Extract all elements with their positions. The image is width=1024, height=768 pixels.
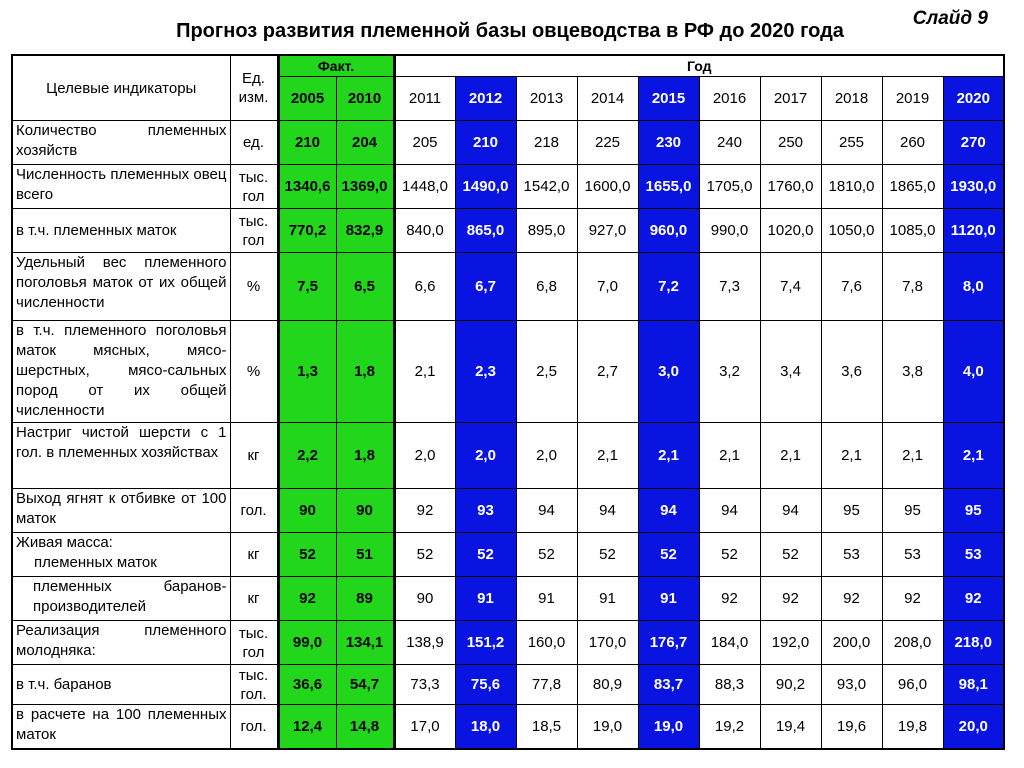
- indicator-label: [12, 253, 230, 321]
- value-cell-2020: 2,1: [943, 423, 1004, 489]
- value-cell-2016: 7,3: [699, 253, 760, 321]
- value-cell-2017: 250: [760, 121, 821, 165]
- indicator-label: [12, 321, 230, 423]
- value-cell-2011: 6,6: [394, 253, 455, 321]
- value-cell-2011: 73,3: [394, 665, 455, 705]
- value-cell-2010: 1,8: [336, 321, 394, 423]
- unit-cell: тыс. гол: [230, 209, 278, 253]
- unit-cell: кг: [230, 533, 278, 577]
- value-cell-2020: 4,0: [943, 321, 1004, 423]
- indicator-text: Реализация племенного молодняка:: [16, 622, 227, 659]
- value-cell-2019: 53: [882, 533, 943, 577]
- indicator-text: Удельный вес племенного поголовья маток от их общей численности: [16, 254, 227, 311]
- indicator-label: [12, 577, 230, 621]
- slide-number: Слайд 9: [912, 8, 988, 29]
- value-cell-2014: 225: [577, 121, 638, 165]
- value-cell-2011: 52: [394, 533, 455, 577]
- value-cell-2013: 77,8: [516, 665, 577, 705]
- value-cell-2014: 1600,0: [577, 165, 638, 209]
- value-cell-2011: 17,0: [394, 705, 455, 749]
- value-cell-2016: 184,0: [699, 621, 760, 665]
- header-fact: Факт.: [278, 55, 394, 77]
- value-cell-2019: 95: [882, 489, 943, 533]
- value-cell-2016: 240: [699, 121, 760, 165]
- value-cell-2016: 92: [699, 577, 760, 621]
- value-cell-2017: 2,1: [760, 423, 821, 489]
- value-cell-2018: 93,0: [821, 665, 882, 705]
- value-cell-2010: 14,8: [336, 705, 394, 749]
- value-cell-2020: 270: [943, 121, 1004, 165]
- value-cell-2015: 52: [638, 533, 699, 577]
- value-cell-2019: 208,0: [882, 621, 943, 665]
- unit-cell: ед.: [230, 121, 278, 165]
- value-cell-2013: 2,0: [516, 423, 577, 489]
- value-cell-2020: 20,0: [943, 705, 1004, 749]
- value-cell-2005: 90: [278, 489, 336, 533]
- value-cell-2012: 91: [455, 577, 516, 621]
- value-cell-2011: 840,0: [394, 209, 455, 253]
- value-cell-2020: 218,0: [943, 621, 1004, 665]
- value-cell-2016: 94: [699, 489, 760, 533]
- table-row: [12, 533, 1004, 577]
- table-row: [12, 665, 1004, 705]
- value-cell-2018: 53: [821, 533, 882, 577]
- value-cell-2016: 52: [699, 533, 760, 577]
- value-cell-2017: 52: [760, 533, 821, 577]
- page-title: [0, 20, 1024, 43]
- value-cell-2018: 3,6: [821, 321, 882, 423]
- header-year-2013: 2013: [516, 77, 577, 121]
- value-cell-2019: 260: [882, 121, 943, 165]
- value-cell-2017: 92: [760, 577, 821, 621]
- value-cell-2020: 1120,0: [943, 209, 1004, 253]
- value-cell-2012: 865,0: [455, 209, 516, 253]
- header-year-2014: 2014: [577, 77, 638, 121]
- indicator-text: в расчете на 100 племенных маток: [16, 706, 227, 743]
- value-cell-2015: 960,0: [638, 209, 699, 253]
- value-cell-2018: 200,0: [821, 621, 882, 665]
- value-cell-2018: 19,6: [821, 705, 882, 749]
- header-year-2016: 2016: [699, 77, 760, 121]
- value-cell-2020: 95: [943, 489, 1004, 533]
- value-cell-2014: 80,9: [577, 665, 638, 705]
- header-year-2019: 2019: [882, 77, 943, 121]
- value-cell-2018: 95: [821, 489, 882, 533]
- value-cell-2012: 2,3: [455, 321, 516, 423]
- value-cell-2019: 19,8: [882, 705, 943, 749]
- header-year-2017: 2017: [760, 77, 821, 121]
- value-cell-2013: 18,5: [516, 705, 577, 749]
- value-cell-2020: 92: [943, 577, 1004, 621]
- value-cell-2012: 6,7: [455, 253, 516, 321]
- value-cell-2020: 1930,0: [943, 165, 1004, 209]
- value-cell-2015: 83,7: [638, 665, 699, 705]
- value-cell-2010: 1369,0: [336, 165, 394, 209]
- table-row: [12, 577, 1004, 621]
- value-cell-2014: 19,0: [577, 705, 638, 749]
- indicator-label: [12, 423, 230, 489]
- indicator-text: в т.ч. племенного поголовья маток мясных, мясо-шерстных, мясо-сальных пород от их общей численности: [16, 322, 227, 419]
- value-cell-2018: 255: [821, 121, 882, 165]
- value-cell-2015: 230: [638, 121, 699, 165]
- value-cell-2011: 1448,0: [394, 165, 455, 209]
- value-cell-2018: 1810,0: [821, 165, 882, 209]
- value-cell-2020: 98,1: [943, 665, 1004, 705]
- value-cell-2016: 88,3: [699, 665, 760, 705]
- value-cell-2015: 7,2: [638, 253, 699, 321]
- value-cell-2017: 19,4: [760, 705, 821, 749]
- value-cell-2014: 94: [577, 489, 638, 533]
- unit-cell: %: [230, 321, 278, 423]
- value-cell-2013: 6,8: [516, 253, 577, 321]
- value-cell-2014: 91: [577, 577, 638, 621]
- value-cell-2013: 895,0: [516, 209, 577, 253]
- value-cell-2015: 3,0: [638, 321, 699, 423]
- value-cell-2017: 7,4: [760, 253, 821, 321]
- indicator-text: Выход ягнят к отбивке от 100 маток: [16, 490, 227, 527]
- value-cell-2005: 1340,6: [278, 165, 336, 209]
- value-cell-2020: 53: [943, 533, 1004, 577]
- table-row: [12, 121, 1004, 165]
- value-cell-2010: 89: [336, 577, 394, 621]
- indicators-table: [11, 54, 1005, 750]
- value-cell-2012: 1490,0: [455, 165, 516, 209]
- value-cell-2012: 93: [455, 489, 516, 533]
- indicator-text: в т.ч. племенных маток: [16, 221, 177, 239]
- value-cell-2015: 19,0: [638, 705, 699, 749]
- value-cell-2014: 2,1: [577, 423, 638, 489]
- unit-cell: %: [230, 253, 278, 321]
- value-cell-2005: 36,6: [278, 665, 336, 705]
- indicator-text: Количество племенных хозяйств: [16, 122, 227, 159]
- value-cell-2014: 52: [577, 533, 638, 577]
- value-cell-2010: 134,1: [336, 621, 394, 665]
- value-cell-2016: 19,2: [699, 705, 760, 749]
- value-cell-2018: 2,1: [821, 423, 882, 489]
- value-cell-2014: 170,0: [577, 621, 638, 665]
- value-cell-2019: 92: [882, 577, 943, 621]
- value-cell-2019: 1865,0: [882, 165, 943, 209]
- value-cell-2012: 75,6: [455, 665, 516, 705]
- header-year-2010: 2010: [336, 77, 394, 121]
- header-year-2012: 2012: [455, 77, 516, 121]
- value-cell-2016: 1705,0: [699, 165, 760, 209]
- value-cell-2013: 160,0: [516, 621, 577, 665]
- value-cell-2016: 3,2: [699, 321, 760, 423]
- header-year-2018: 2018: [821, 77, 882, 121]
- value-cell-2012: 18,0: [455, 705, 516, 749]
- value-cell-2016: 990,0: [699, 209, 760, 253]
- value-cell-2013: 218: [516, 121, 577, 165]
- value-cell-2013: 2,5: [516, 321, 577, 423]
- value-cell-2013: 91: [516, 577, 577, 621]
- indicator-subtext: племенных маток: [34, 554, 157, 571]
- value-cell-2017: 1760,0: [760, 165, 821, 209]
- value-cell-2010: 51: [336, 533, 394, 577]
- value-cell-2017: 90,2: [760, 665, 821, 705]
- table-row: [12, 489, 1004, 533]
- value-cell-2005: 92: [278, 577, 336, 621]
- value-cell-2018: 7,6: [821, 253, 882, 321]
- value-cell-2011: 138,9: [394, 621, 455, 665]
- unit-cell: кг: [230, 423, 278, 489]
- header-unit: Ед. изм.: [230, 55, 278, 121]
- value-cell-2010: 1,8: [336, 423, 394, 489]
- value-cell-2017: 1020,0: [760, 209, 821, 253]
- indicator-label: [12, 665, 230, 705]
- table-row: [12, 423, 1004, 489]
- value-cell-2020: 8,0: [943, 253, 1004, 321]
- indicator-label: [12, 705, 230, 749]
- table-row: [12, 209, 1004, 253]
- value-cell-2015: 2,1: [638, 423, 699, 489]
- value-cell-2014: 7,0: [577, 253, 638, 321]
- table-row: [12, 621, 1004, 665]
- value-cell-2013: 94: [516, 489, 577, 533]
- unit-cell: тыс. гол: [230, 621, 278, 665]
- unit-cell: гол.: [230, 489, 278, 533]
- value-cell-2015: 1655,0: [638, 165, 699, 209]
- value-cell-2011: 2,1: [394, 321, 455, 423]
- header-year-2015: 2015: [638, 77, 699, 121]
- value-cell-2005: 99,0: [278, 621, 336, 665]
- value-cell-2005: 210: [278, 121, 336, 165]
- value-cell-2012: 151,2: [455, 621, 516, 665]
- value-cell-2012: 2,0: [455, 423, 516, 489]
- header-year-2005: 2005: [278, 77, 336, 121]
- value-cell-2019: 7,8: [882, 253, 943, 321]
- value-cell-2016: 2,1: [699, 423, 760, 489]
- table-row: [12, 165, 1004, 209]
- indicator-text: в т.ч. баранов: [16, 675, 112, 693]
- header-indicators: Целевые индикаторы: [12, 55, 230, 121]
- value-cell-2017: 94: [760, 489, 821, 533]
- indicator-label: [12, 621, 230, 665]
- table-row: [12, 321, 1004, 423]
- value-cell-2010: 204: [336, 121, 394, 165]
- unit-cell: кг: [230, 577, 278, 621]
- unit-cell: гол.: [230, 705, 278, 749]
- unit-cell: тыс. гол: [230, 165, 278, 209]
- value-cell-2012: 52: [455, 533, 516, 577]
- indicator-text: племенных баранов-производителей: [33, 578, 227, 615]
- value-cell-2005: 1,3: [278, 321, 336, 423]
- page-title-text: Прогноз развития племенной базы овцеводства в РФ до 2020 года: [176, 20, 844, 42]
- value-cell-2017: 3,4: [760, 321, 821, 423]
- indicator-label: [12, 489, 230, 533]
- value-cell-2005: 7,5: [278, 253, 336, 321]
- value-cell-2010: 90: [336, 489, 394, 533]
- indicator-text: Живая масса:: [16, 534, 113, 551]
- value-cell-2019: 3,8: [882, 321, 943, 423]
- value-cell-2014: 927,0: [577, 209, 638, 253]
- value-cell-2005: 52: [278, 533, 336, 577]
- value-cell-2018: 92: [821, 577, 882, 621]
- value-cell-2015: 176,7: [638, 621, 699, 665]
- value-cell-2010: 832,9: [336, 209, 394, 253]
- value-cell-2011: 92: [394, 489, 455, 533]
- value-cell-2005: 770,2: [278, 209, 336, 253]
- value-cell-2019: 1085,0: [882, 209, 943, 253]
- value-cell-2018: 1050,0: [821, 209, 882, 253]
- value-cell-2019: 96,0: [882, 665, 943, 705]
- value-cell-2014: 2,7: [577, 321, 638, 423]
- table-row: [12, 253, 1004, 321]
- value-cell-2010: 54,7: [336, 665, 394, 705]
- value-cell-2011: 2,0: [394, 423, 455, 489]
- indicator-label: [12, 209, 230, 253]
- value-cell-2011: 90: [394, 577, 455, 621]
- indicator-label: [12, 121, 230, 165]
- indicator-label: [12, 165, 230, 209]
- value-cell-2015: 94: [638, 489, 699, 533]
- indicator-text: Настриг чистой шерсти с 1 гол. в племенных хозяйствах: [16, 424, 227, 461]
- header-year-2020: 2020: [943, 77, 1004, 121]
- value-cell-2019: 2,1: [882, 423, 943, 489]
- value-cell-2005: 12,4: [278, 705, 336, 749]
- unit-cell: тыс. гол.: [230, 665, 278, 705]
- value-cell-2012: 210: [455, 121, 516, 165]
- value-cell-2017: 192,0: [760, 621, 821, 665]
- value-cell-2005: 2,2: [278, 423, 336, 489]
- header-year: Год: [394, 55, 1004, 77]
- indicator-text: Численность племенных овец всего: [16, 166, 227, 203]
- value-cell-2011: 205: [394, 121, 455, 165]
- table-row: [12, 705, 1004, 749]
- indicator-label: [12, 533, 230, 577]
- value-cell-2010: 6,5: [336, 253, 394, 321]
- header-year-2011: 2011: [394, 77, 455, 121]
- value-cell-2013: 52: [516, 533, 577, 577]
- value-cell-2015: 91: [638, 577, 699, 621]
- value-cell-2013: 1542,0: [516, 165, 577, 209]
